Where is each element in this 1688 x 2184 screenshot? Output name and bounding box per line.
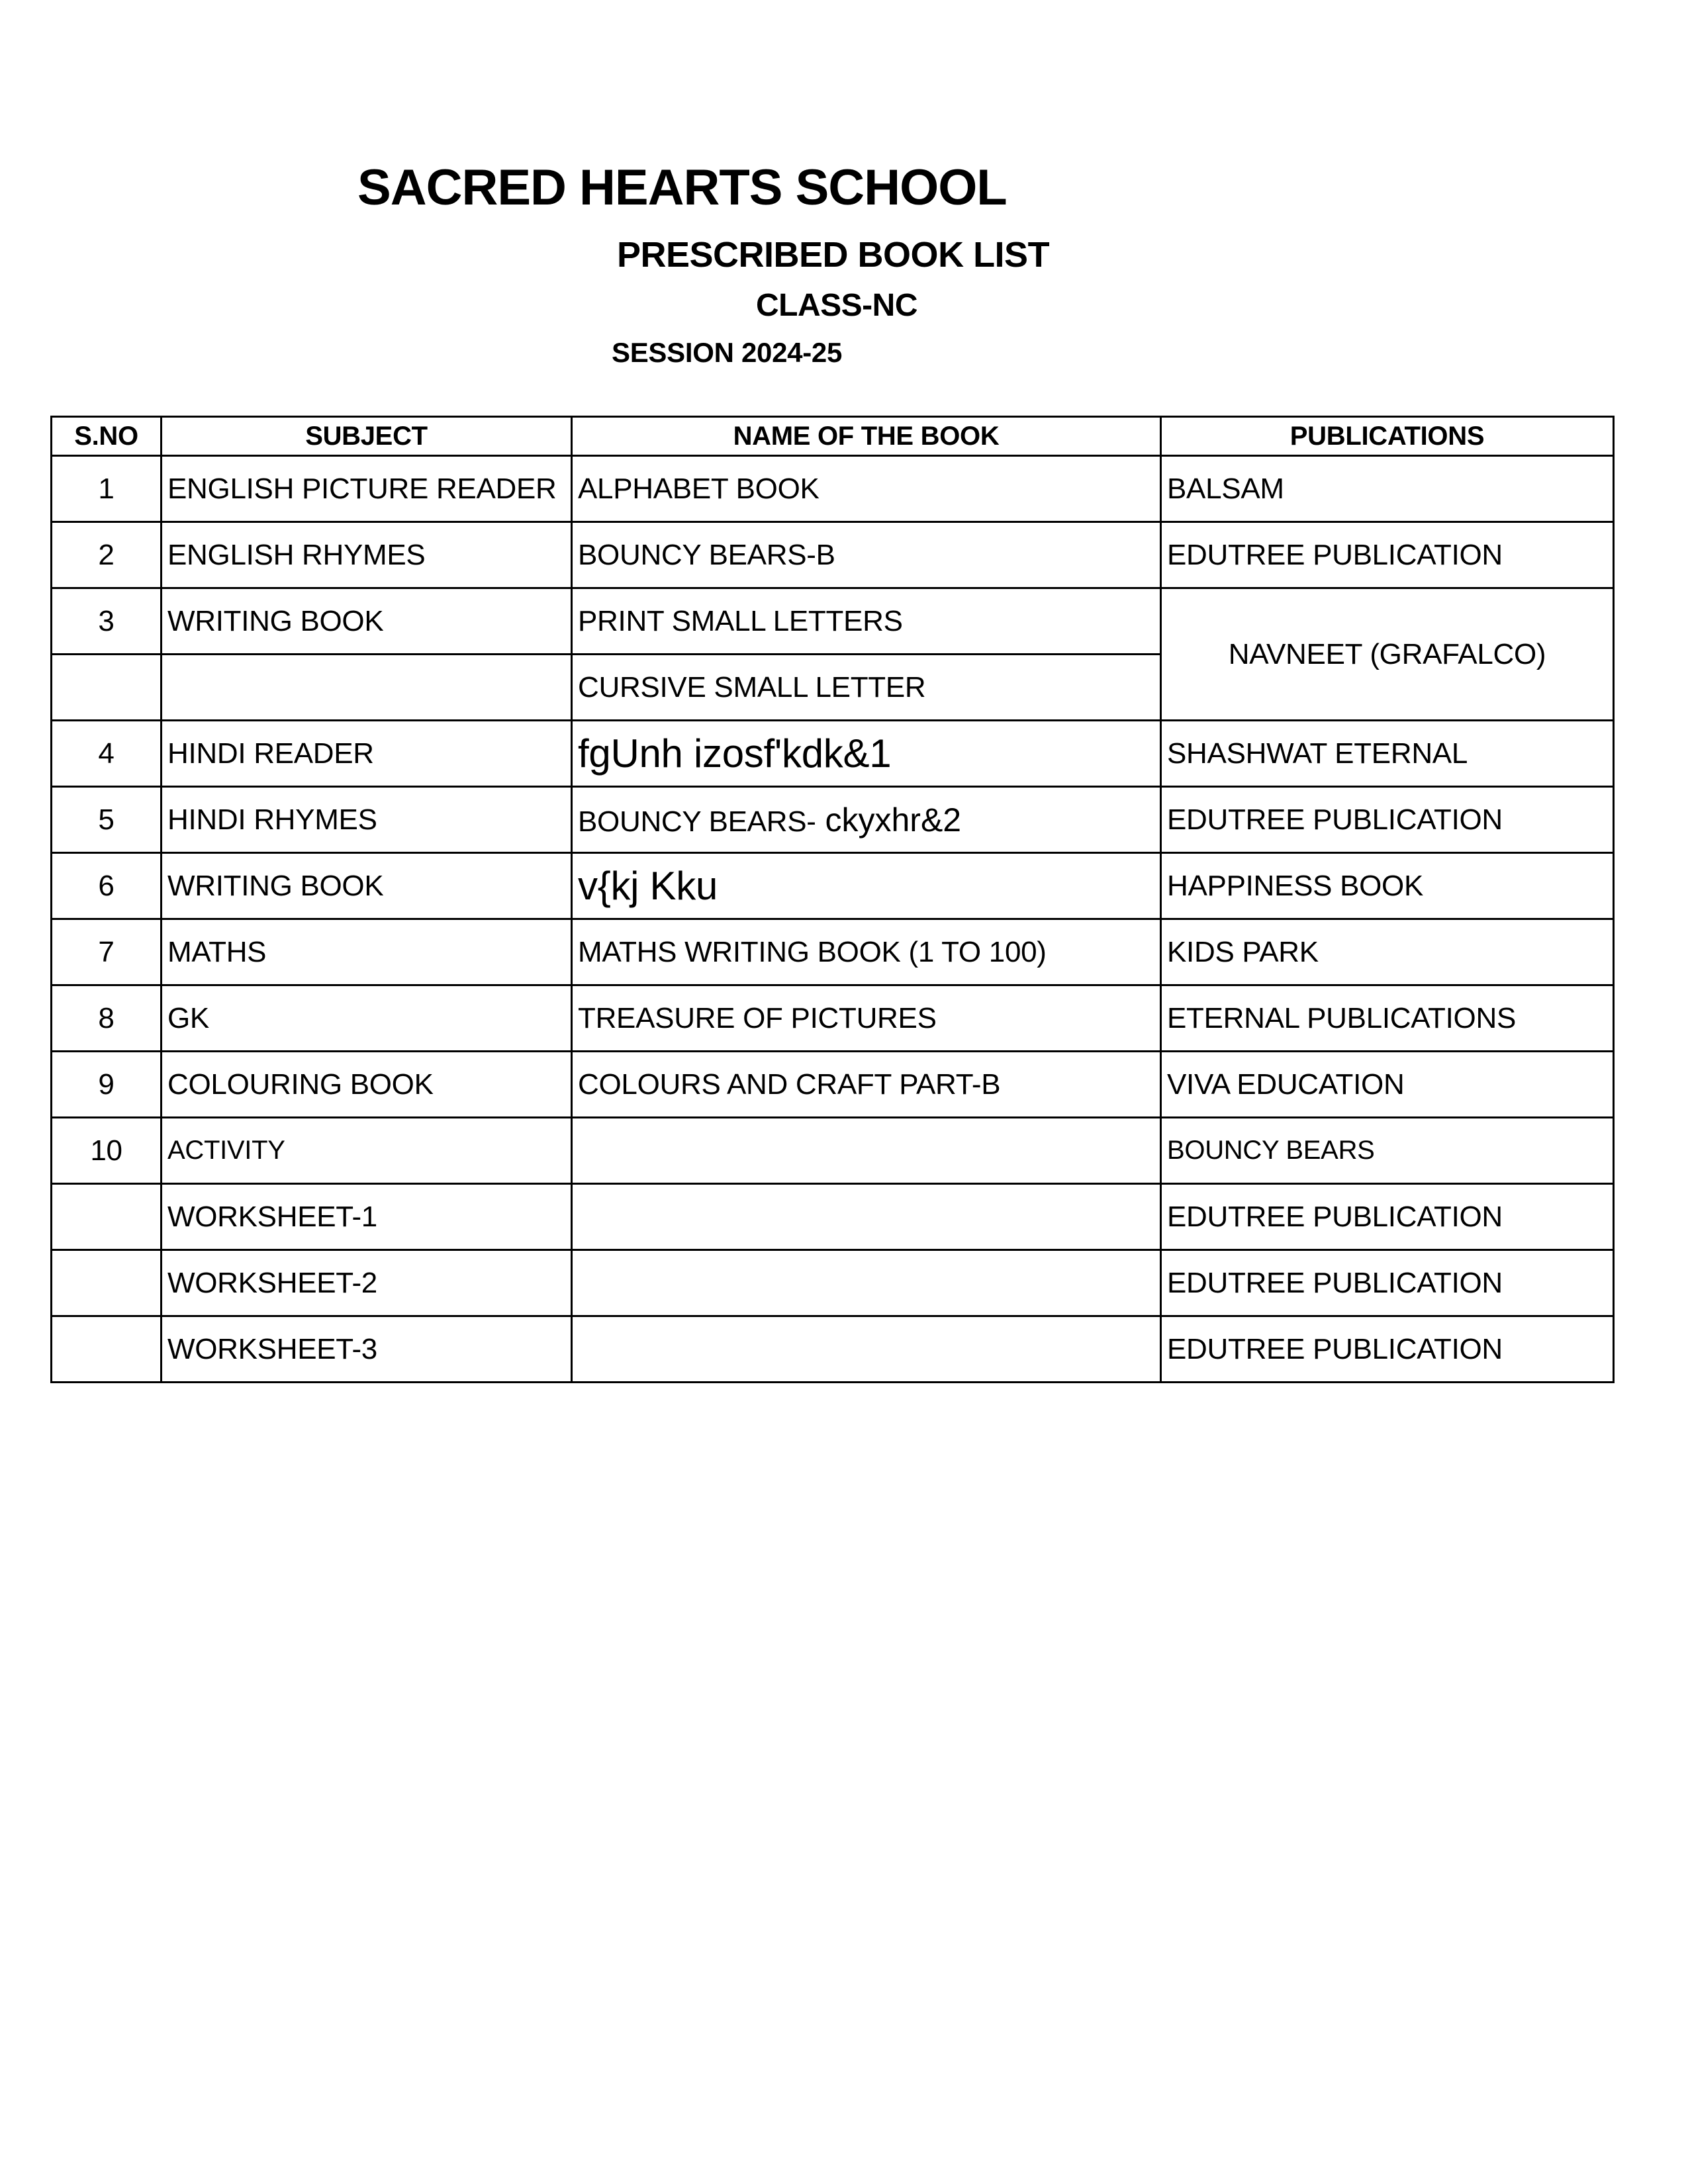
- sno-cell: 9: [52, 1052, 162, 1118]
- publication-cell: EDUTREE PUBLICATION: [1161, 1184, 1614, 1250]
- subject-cell: [162, 655, 572, 721]
- table-row: [52, 1052, 1614, 1118]
- book-cell: ALPHABET BOOK: [572, 456, 1161, 522]
- publication-cell: EDUTREE PUBLICATION: [1161, 1250, 1614, 1316]
- subject-cell: WORKSHEET-1: [162, 1184, 572, 1250]
- book-cell: BOUNCY BEARS-B: [572, 522, 1161, 588]
- table-row: [52, 1118, 1614, 1184]
- subject-cell: GK: [162, 985, 572, 1052]
- table-header-row: [52, 417, 1614, 456]
- book-cell: [572, 1316, 1161, 1383]
- book-cell: MATHS WRITING BOOK (1 TO 100): [572, 919, 1161, 985]
- publication-cell: BOUNCY BEARS: [1161, 1118, 1614, 1184]
- table-row: [52, 853, 1614, 919]
- publication-cell: BALSAM: [1161, 456, 1614, 522]
- subject-cell: ACTIVITY: [162, 1118, 572, 1184]
- book-cell: v{kj Kku: [572, 853, 1161, 919]
- column-header-book: NAME OF THE BOOK: [572, 417, 1161, 456]
- sno-cell: 10: [52, 1118, 162, 1184]
- table-row: [52, 787, 1614, 853]
- sno-cell: 7: [52, 919, 162, 985]
- publication-cell: VIVA EDUCATION: [1161, 1052, 1614, 1118]
- book-list-table: [50, 416, 1615, 1383]
- subject-cell: WRITING BOOK: [162, 853, 572, 919]
- subject-cell: MATHS: [162, 919, 572, 985]
- column-header-subject: SUBJECT: [162, 417, 572, 456]
- sno-cell: 6: [52, 853, 162, 919]
- book-cell: TREASURE OF PICTURES: [572, 985, 1161, 1052]
- book-title-hindi: ckyxhr&2: [816, 801, 962, 839]
- subject-cell: HINDI READER: [162, 721, 572, 787]
- column-header-publications: PUBLICATIONS: [1161, 417, 1614, 456]
- subject-cell: WORKSHEET-2: [162, 1250, 572, 1316]
- book-cell: [572, 1184, 1161, 1250]
- publication-cell: KIDS PARK: [1161, 919, 1614, 985]
- subject-cell: ENGLISH RHYMES: [162, 522, 572, 588]
- table-row: [52, 919, 1614, 985]
- sno-cell: 3: [52, 588, 162, 655]
- sno-cell: [52, 1250, 162, 1316]
- book-cell: COLOURS AND CRAFT PART-B: [572, 1052, 1161, 1118]
- class-name: CLASS-NC: [756, 288, 917, 323]
- book-title-latin: BOUNCY BEARS-: [578, 805, 816, 838]
- table-row: [52, 721, 1614, 787]
- table-row: [52, 588, 1614, 655]
- book-cell: [572, 1118, 1161, 1184]
- sno-cell: 2: [52, 522, 162, 588]
- book-cell: CURSIVE SMALL LETTER: [572, 655, 1161, 721]
- book-cell: fgUnh izosf'kdk&1: [572, 721, 1161, 787]
- column-header-sno: S.NO: [52, 417, 162, 456]
- table-row: [52, 985, 1614, 1052]
- sno-cell: [52, 1184, 162, 1250]
- publication-cell: EDUTREE PUBLICATION: [1161, 787, 1614, 853]
- sno-cell: 4: [52, 721, 162, 787]
- book-cell: [572, 787, 1161, 853]
- publication-cell: SHASHWAT ETERNAL: [1161, 721, 1614, 787]
- book-cell: [572, 1250, 1161, 1316]
- subject-cell: WRITING BOOK: [162, 588, 572, 655]
- publication-cell: ETERNAL PUBLICATIONS: [1161, 985, 1614, 1052]
- session-label: SESSION 2024-25: [612, 337, 843, 368]
- table-row: [52, 1250, 1614, 1316]
- publication-cell: HAPPINESS BOOK: [1161, 853, 1614, 919]
- subject-cell: ENGLISH PICTURE READER: [162, 456, 572, 522]
- publication-cell: EDUTREE PUBLICATION: [1161, 522, 1614, 588]
- sno-cell: 1: [52, 456, 162, 522]
- publication-cell: EDUTREE PUBLICATION: [1161, 1316, 1614, 1383]
- book-list-title: PRESCRIBED BOOK LIST: [617, 235, 1050, 275]
- table-row: [52, 456, 1614, 522]
- subject-cell: WORKSHEET-3: [162, 1316, 572, 1383]
- sno-cell: 8: [52, 985, 162, 1052]
- subject-cell: HINDI RHYMES: [162, 787, 572, 853]
- book-cell: PRINT SMALL LETTERS: [572, 588, 1161, 655]
- sno-cell: [52, 655, 162, 721]
- subject-cell: COLOURING BOOK: [162, 1052, 572, 1118]
- table-row: [52, 1184, 1614, 1250]
- publication-cell-merged: NAVNEET (GRAFALCO): [1161, 588, 1614, 721]
- table-row: [52, 1316, 1614, 1383]
- sno-cell: [52, 1316, 162, 1383]
- table-row: [52, 522, 1614, 588]
- school-name: SACRED HEARTS SCHOOL: [357, 159, 1007, 216]
- sno-cell: 5: [52, 787, 162, 853]
